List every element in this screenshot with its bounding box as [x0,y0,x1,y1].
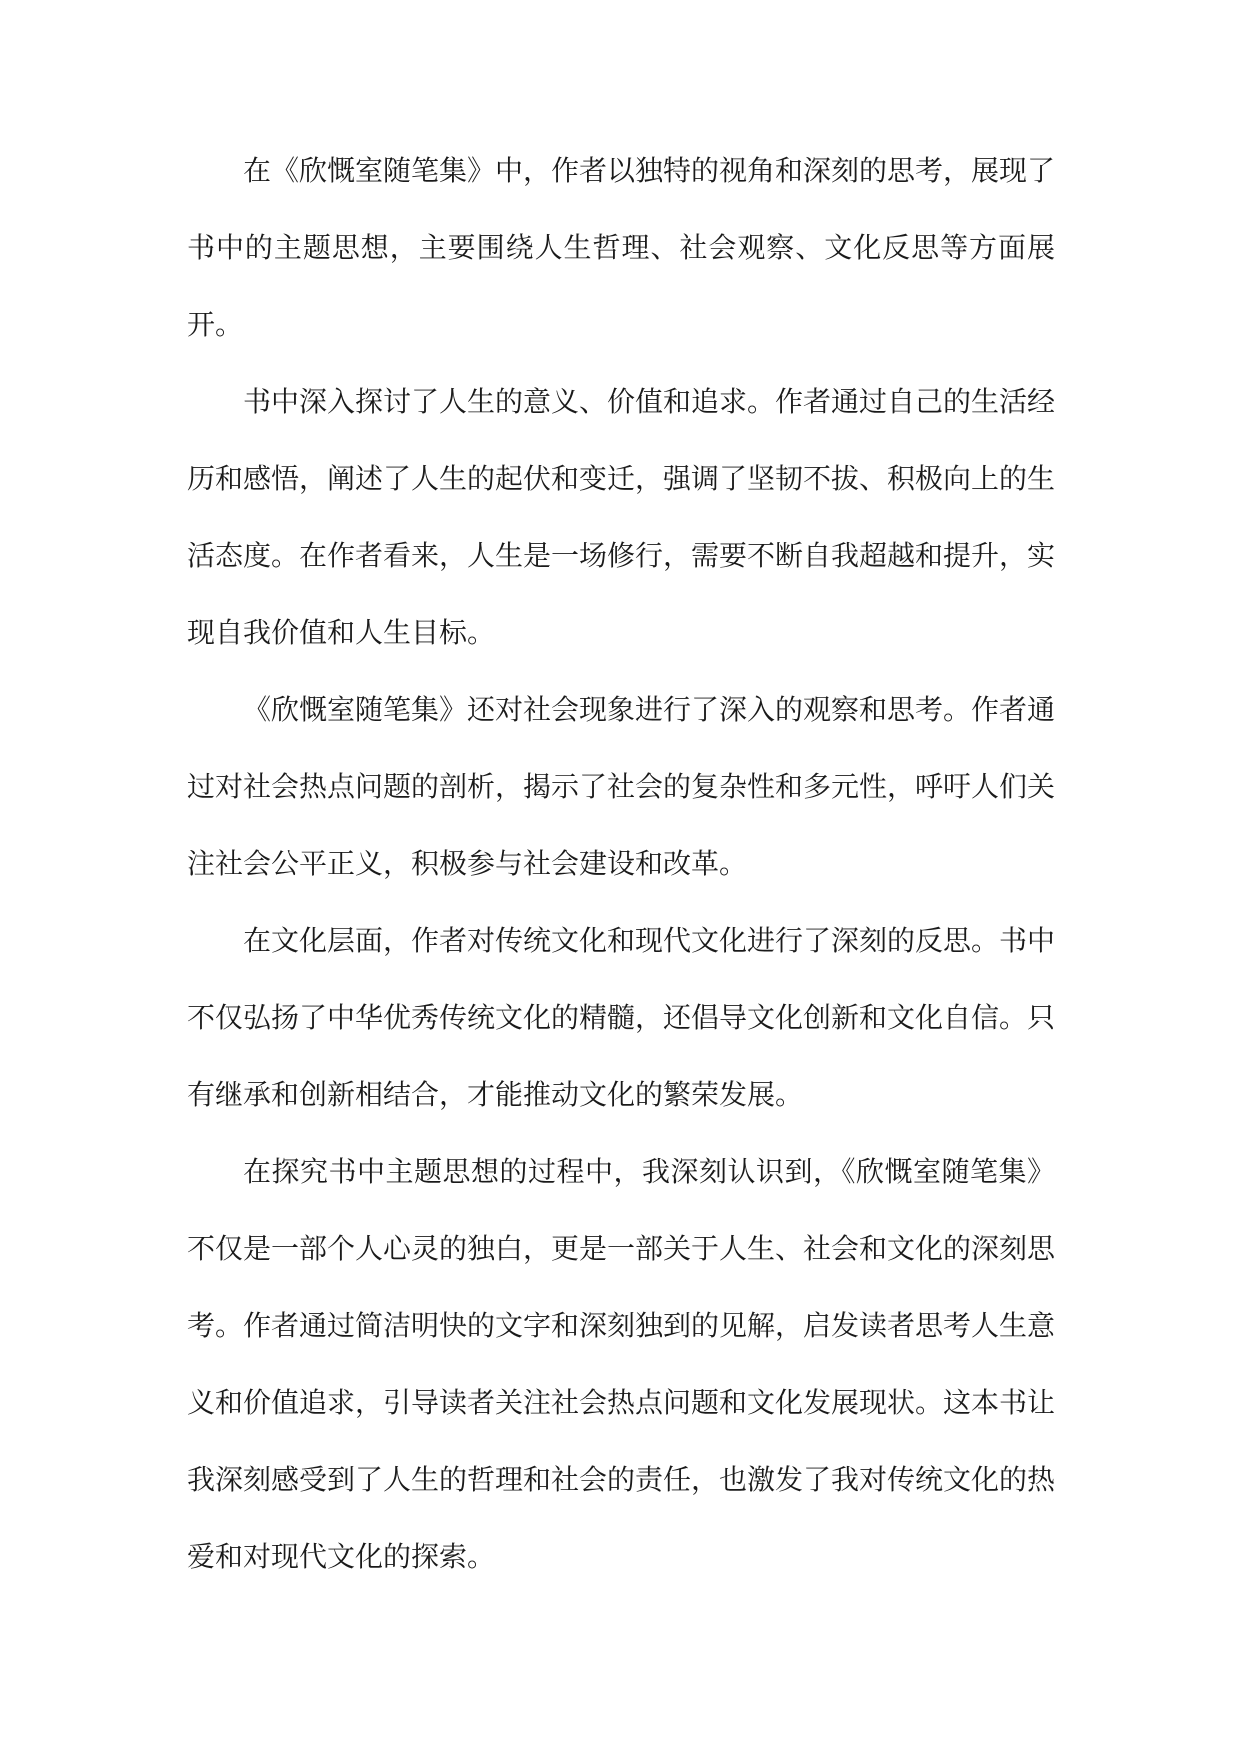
paragraph-1: 在《欣慨室随笔集》中，作者以独特的视角和深刻的思考，展现了书中的主题思想，主要围绕人生哲理、社会观察、文化反思等方面展开。 [187,154,1056,341]
paragraph-3: 《欣慨室随笔集》还对社会现象进行了深入的观察和思考。作者通过对社会热点问题的剖析，揭示了社会的复杂性和多元性，呼吁人们关注社会公平正义，积极参与社会建设和改革。 [187,693,1056,880]
paragraph-4: 在文化层面，作者对传统文化和现代文化进行了深刻的反思。书中不仅弘扬了中华优秀传统文化的精髓，还倡导文化创新和文化自信。只有继承和创新相结合，才能推动文化的繁荣发展。 [187,924,1056,1111]
paragraph-2: 书中深入探讨了人生的意义、价值和追求。作者通过自己的生活经历和感悟，阐述了人生的起伏和变迁，强调了坚韧不拔、积极向上的生活态度。在作者看来，人生是一场修行，需要不断自我超越和提升，实现自我价值和人生目标。 [187,385,1056,649]
document-body [187,132,1055,1595]
paragraph-5: 在探究书中主题思想的过程中，我深刻认识到，《欣慨室随笔集》不仅是一部个人心灵的独白，更是一部关于人生、社会和文化的深刻思考。作者通过简洁明快的文字和深刻独到的见解，启发读者思考人生意义和价值追求，引导读者关注社会热点问题和文化发展现状。这本书让我深刻感受到了人生的哲理和社会的责任，也激发了我对传统文化的热爱和对现代文化的探索。 [187,1155,1056,1573]
